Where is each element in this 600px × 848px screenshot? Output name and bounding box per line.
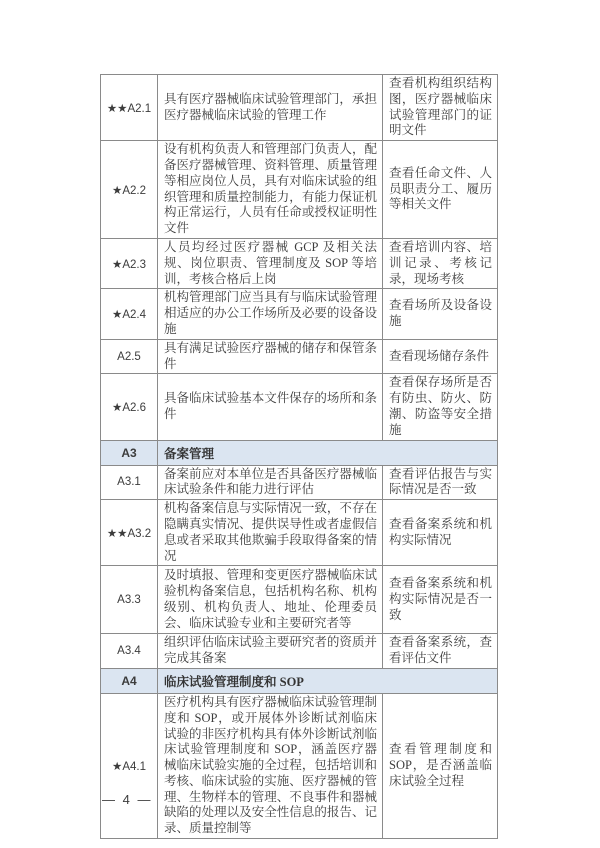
item-requirement: 机构备案信息与实际情况一致，不存在隐瞒真实情况、提供误导性或者虚假信息或者采取其他欺骗手段取得备案的情况 xyxy=(158,500,383,566)
checklist-table xyxy=(100,74,498,839)
item-check-method: 查看机构组织结构图，医疗器械临床试验管理部门的证明文件 xyxy=(383,75,498,141)
section-title: 备案管理 xyxy=(158,440,498,465)
item-id: ★★A3.2 xyxy=(101,500,158,566)
item-id: ★★A2.1 xyxy=(101,75,158,141)
table-row-a2-3 xyxy=(101,238,498,288)
item-check-method: 查看管理制度和 SOP，是否涵盖临床试验全过程 xyxy=(383,693,498,838)
item-id: A3.3 xyxy=(101,566,158,634)
item-requirement: 机构管理部门应当具有与临床试验管理相适应的办公工作场所及必要的设备设施 xyxy=(158,289,383,339)
item-check-method: 查看现场储存条件 xyxy=(383,339,498,374)
item-id: ★A2.2 xyxy=(101,141,158,239)
table-row-a2-6 xyxy=(101,374,498,440)
item-requirement: 具有医疗器械临床试验管理部门，承担医疗器械临床试验的管理工作 xyxy=(158,75,383,141)
table-row-a2-4 xyxy=(101,289,498,339)
section-row-a4 xyxy=(101,668,498,693)
item-id: ★A4.1 xyxy=(101,693,158,838)
table-row-a3-2 xyxy=(101,500,498,566)
item-id: ★A2.4 xyxy=(101,289,158,339)
item-requirement: 医疗机构具有医疗器械临床试验管理制度和 SOP，或开展体外诊断试剂临床试验的非医疗机构具有体外诊断试剂临床试验管理制度和 SOP，涵盖医疗器械临床试验实施的全过程，包括培训和考核、临床试验的实施、医疗器械的管理、生物样本的管理、不良事件和器械缺陷的处理以及安全性信息的报告、记录、质量控制等 xyxy=(158,693,383,838)
table-row-a3-3 xyxy=(101,566,498,634)
item-requirement: 具有满足试验医疗器械的储存和保管条件 xyxy=(158,339,383,374)
section-title: 临床试验管理制度和 SOP xyxy=(158,668,498,693)
item-check-method: 查看场所及设备设施 xyxy=(383,289,498,339)
table-row-a3-1 xyxy=(101,465,498,500)
table-row-a3-4 xyxy=(101,634,498,669)
table-row-a2-1 xyxy=(101,75,498,141)
item-requirement: 人员均经过医疗器械 GCP 及相关法规、岗位职责、管理制度及 SOP 等培训，考核合格后上岗 xyxy=(158,238,383,288)
item-requirement: 备案前应对本单位是否具备医疗器械临床试验条件和能力进行评估 xyxy=(158,465,383,500)
item-id: A3.4 xyxy=(101,634,158,669)
item-check-method: 查看备案系统和机构实际情况 xyxy=(383,500,498,566)
item-requirement: 组织评估临床试验主要研究者的资质并完成其备案 xyxy=(158,634,383,669)
item-check-method: 查看评估报告与实际情况是否一致 xyxy=(383,465,498,500)
item-id: ★A2.6 xyxy=(101,374,158,440)
item-requirement: 设有机构负责人和管理部门负责人，配备医疗器械管理、资料管理、质量管理等相应岗位人员，具有对临床试验的组织管理和质量控制能力，有能力保证机构正常运行，人员有任命或授权证明性文件 xyxy=(158,141,383,239)
item-requirement: 具备临床试验基本文件保存的场所和条件 xyxy=(158,374,383,440)
item-check-method: 查看备案系统和机构实际情况是否一致 xyxy=(383,566,498,634)
table-row-a4-1 xyxy=(101,693,498,838)
item-check-method: 查看任命文件、人员职责分工、履历等相关文件 xyxy=(383,141,498,239)
item-id: ★A2.3 xyxy=(101,238,158,288)
item-check-method: 查看备案系统，查看评估文件 xyxy=(383,634,498,669)
section-row-a3 xyxy=(101,440,498,465)
section-id: A4 xyxy=(101,668,158,693)
section-id: A3 xyxy=(101,440,158,465)
item-check-method: 查看保存场所是否有防虫、防火、防潮、防盗等安全措施 xyxy=(383,374,498,440)
item-check-method: 查看培训内容、培训记录、考核记录，现场考核 xyxy=(383,238,498,288)
item-id: A3.1 xyxy=(101,465,158,500)
item-id: A2.5 xyxy=(101,339,158,374)
table-row-a2-2 xyxy=(101,141,498,239)
page-number: — 4 — xyxy=(102,792,153,807)
item-requirement: 及时填报、管理和变更医疗器械临床试验机构备案信息，包括机构名称、机构级别、机构负责人、地址、伦理委员会、临床试验专业和主要研究者等 xyxy=(158,566,383,634)
table-row-a2-5 xyxy=(101,339,498,374)
